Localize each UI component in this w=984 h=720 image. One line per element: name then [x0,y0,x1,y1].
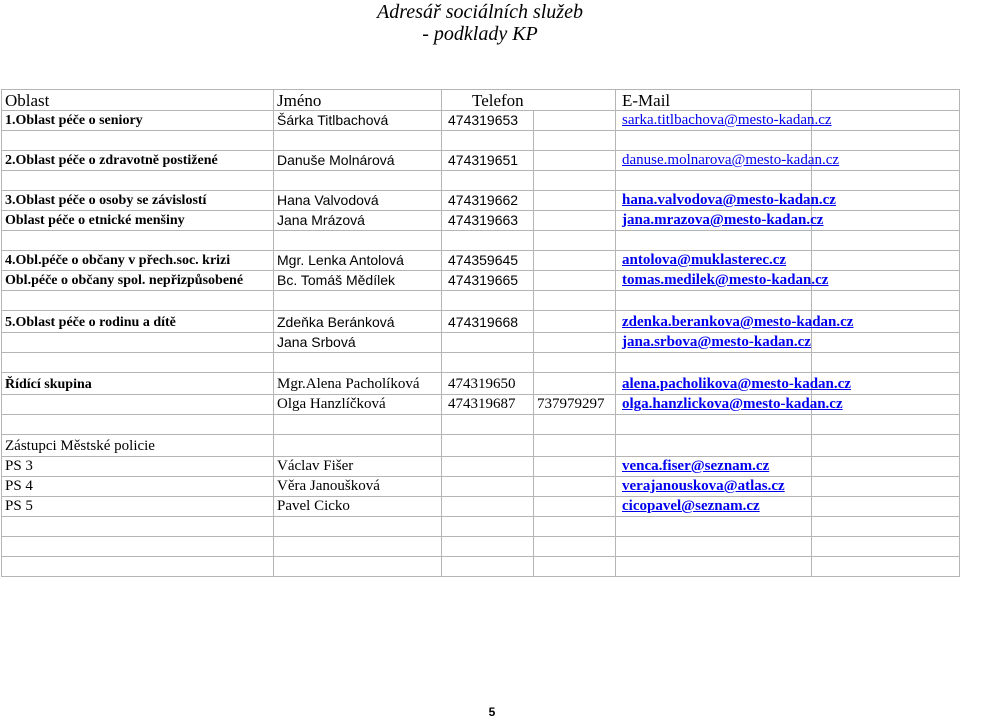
phone-cell [442,537,534,557]
email-cell[interactable]: hana.valvodova@mesto-kadan.cz [616,191,812,211]
spacer-cell [812,333,960,353]
area-cell: Obl.péče o občany spol. nepřizpůsobené [2,271,274,291]
table-header-row [2,90,960,111]
email-cell [616,291,812,311]
table-row [2,517,960,537]
table-row [2,353,960,373]
name-cell [274,353,442,373]
phone-cell: 474319668 [442,311,534,333]
phone2-cell [534,131,616,151]
name-cell [274,435,442,457]
area-cell [2,537,274,557]
spacer-cell [812,251,960,271]
header-area: Oblast [2,90,274,111]
phone-cell [442,415,534,435]
name-cell: Pavel Cicko [274,497,442,517]
table-row [2,311,960,333]
area-cell: 1.Oblast péče o seniory [2,111,274,131]
phone-cell [442,457,534,477]
email-cell[interactable]: cicopavel@seznam.cz [616,497,812,517]
phone-cell: 474319650 [442,373,534,395]
phone-cell [442,557,534,577]
phone2-cell [534,211,616,231]
table-row [2,373,960,395]
table-row [2,333,960,353]
phone2-cell [534,477,616,497]
area-cell [2,395,274,415]
spacer-cell [812,537,960,557]
area-cell: 4.Obl.péče o občany v přech.soc. krizi [2,251,274,271]
phone2-cell [534,291,616,311]
table-row [2,211,960,231]
phone-cell [442,353,534,373]
table-row [2,291,960,311]
phone-cell: 474359645 [442,251,534,271]
table-row [2,231,960,251]
spacer-cell [812,271,960,291]
email-cell[interactable]: tomas.medilek@mesto-kadan.cz [616,271,812,291]
phone2-cell [534,151,616,171]
area-cell: PS 5 [2,497,274,517]
spacer-cell [812,111,960,131]
phone2-cell [534,251,616,271]
spacer-cell [812,517,960,537]
email-cell[interactable]: alena.pacholikova@mesto-kadan.cz [616,373,812,395]
phone2-cell [534,497,616,517]
name-cell: Šárka Titlbachová [274,111,442,131]
email-cell[interactable]: jana.srbova@mesto-kadan.cz [616,333,812,353]
email-cell [616,415,812,435]
email-cell[interactable]: antolova@muklasterec.cz [616,251,812,271]
table-row [2,477,960,497]
name-cell: Olga Hanzlíčková [274,395,442,415]
name-cell: Zdeňka Beránková [274,311,442,333]
name-cell [274,517,442,537]
name-cell: Mgr. Lenka Antolová [274,251,442,271]
area-cell: PS 3 [2,457,274,477]
area-cell: 3.Oblast péče o osoby se závislostí [2,191,274,211]
name-cell: Bc. Tomáš Mědílek [274,271,442,291]
phone2-cell [534,517,616,537]
email-cell[interactable]: sarka.titlbachova@mesto-kadan.cz [616,111,812,131]
email-cell [616,231,812,251]
table-row [2,457,960,477]
name-cell [274,557,442,577]
name-cell: Václav Fišer [274,457,442,477]
name-cell: Jana Mrázová [274,211,442,231]
table-row [2,251,960,271]
email-cell[interactable]: verajanouskova@atlas.cz [616,477,812,497]
phone2-cell [534,435,616,457]
area-cell: Řídící skupina [2,373,274,395]
area-cell: 5.Oblast péče o rodinu a dítě [2,311,274,333]
phone2-cell [534,111,616,131]
phone2-cell [534,311,616,333]
phone-cell: 474319687 [442,395,534,415]
area-cell [2,353,274,373]
phone2-cell: 737979297 [534,395,616,415]
area-cell [2,557,274,577]
table-row [2,557,960,577]
spacer-cell [812,557,960,577]
area-cell: 2.Oblast péče o zdravotně postižené [2,151,274,171]
email-cell[interactable]: danuse.molnarova@mesto-kadan.cz [616,151,812,171]
phone2-cell [534,333,616,353]
header-phone: Telefon [442,90,616,111]
table-row [2,497,960,517]
phone-cell [442,435,534,457]
email-cell [616,517,812,537]
table-row [2,151,960,171]
email-cell [616,557,812,577]
area-cell [2,171,274,191]
email-cell[interactable]: olga.hanzlickova@mesto-kadan.cz [616,395,812,415]
spacer-cell [812,291,960,311]
phone-cell [442,131,534,151]
area-cell: Oblast péče o etnické menšiny [2,211,274,231]
email-cell[interactable]: jana.mrazova@mesto-kadan.cz [616,211,812,231]
email-cell [616,131,812,151]
spacer-cell [812,477,960,497]
spacer-cell [812,497,960,517]
table-row [2,537,960,557]
spacer-cell [812,231,960,251]
table-row [2,415,960,435]
phone-cell [442,333,534,353]
area-cell [2,517,274,537]
email-cell [616,171,812,191]
phone-cell: 474319662 [442,191,534,211]
phone-cell: 474319653 [442,111,534,131]
name-cell: Věra Janoušková [274,477,442,497]
phone2-cell [534,373,616,395]
phone2-cell [534,231,616,251]
spacer-cell [812,131,960,151]
header-email: E-Mail [616,90,812,111]
spacer-cell [812,457,960,477]
name-cell: Danuše Molnárová [274,151,442,171]
table-row [2,171,960,191]
email-cell [616,435,812,457]
phone2-cell [534,271,616,291]
area-cell [2,415,274,435]
table-row [2,111,960,131]
table-row [2,435,960,457]
name-cell [274,291,442,311]
name-cell: Hana Valvodová [274,191,442,211]
area-cell: PS 4 [2,477,274,497]
document-subtitle: - podklady KP [422,23,538,45]
phone-cell: 474319665 [442,271,534,291]
phone2-cell [534,415,616,435]
name-cell [274,131,442,151]
name-cell [274,537,442,557]
spacer-cell [812,171,960,191]
area-cell [2,333,274,353]
area-cell: Zástupci Městské policie [2,435,274,457]
phone-cell [442,231,534,251]
phone-cell [442,291,534,311]
name-cell: Jana Srbová [274,333,442,353]
phone2-cell [534,537,616,557]
name-cell [274,171,442,191]
name-cell: Mgr.Alena Pacholíková [274,373,442,395]
spacer-cell [812,211,960,231]
email-cell[interactable]: venca.fiser@seznam.cz [616,457,812,477]
document-title: Adresář sociálních služeb [377,1,583,23]
phone-cell [442,171,534,191]
phone-cell [442,517,534,537]
header-name: Jméno [274,90,442,111]
table-row [2,395,960,415]
phone-cell: 474319651 [442,151,534,171]
table-row [2,131,960,151]
spacer-cell [812,415,960,435]
contacts-table [1,89,960,577]
phone-cell [442,477,534,497]
phone2-cell [534,171,616,191]
phone2-cell [534,457,616,477]
phone2-cell [534,191,616,211]
header-spacer [812,90,960,111]
area-cell [2,291,274,311]
phone-cell: 474319663 [442,211,534,231]
name-cell [274,415,442,435]
email-cell [616,353,812,373]
spacer-cell [812,435,960,457]
area-cell [2,131,274,151]
email-cell [616,537,812,557]
name-cell [274,231,442,251]
spacer-cell [812,353,960,373]
phone2-cell [534,557,616,577]
table-row [2,191,960,211]
page-number: 5 [488,705,496,719]
phone-cell [442,497,534,517]
email-cell[interactable]: zdenka.berankova@mesto-kadan.cz [616,311,812,333]
area-cell [2,231,274,251]
phone2-cell [534,353,616,373]
table-row [2,271,960,291]
